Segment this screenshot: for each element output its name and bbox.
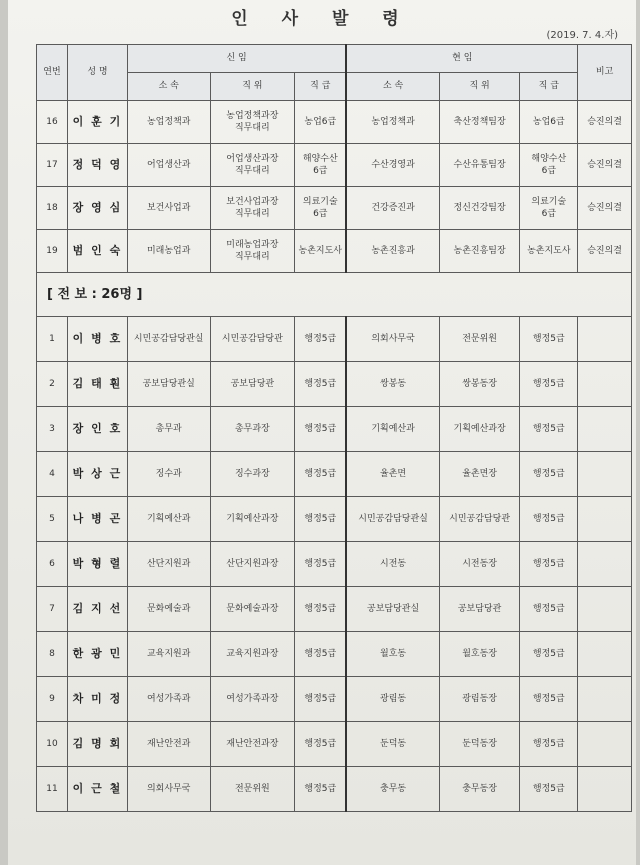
row-new-affiliation: 미래농업과 — [127, 230, 210, 273]
row-new-position: 기획예산과장 — [210, 497, 295, 542]
row-name: 한 광 민 — [67, 632, 127, 677]
row-cur-position: 농촌진흥팀장 — [439, 230, 520, 273]
row-name: 이 근 철 — [67, 767, 127, 812]
row-new-affiliation: 보건사업과 — [127, 187, 210, 230]
row-new-position: 총무과장 — [210, 407, 295, 452]
row-new-grade: 행정5급 — [295, 317, 347, 362]
row-name: 범 인 숙 — [67, 230, 127, 273]
row-cur-affiliation: 의회사무국 — [346, 317, 439, 362]
row-new-affiliation: 기획예산과 — [127, 497, 210, 542]
row-new-affiliation: 징수과 — [127, 452, 210, 497]
table-row — [37, 452, 632, 497]
header-cur-affiliation: 소 속 — [346, 73, 439, 101]
row-new-position: 전문위원 — [210, 767, 295, 812]
row-seq: 11 — [37, 767, 68, 812]
row-new-grade: 행정5급 — [295, 407, 347, 452]
row-cur-affiliation: 시전동 — [346, 542, 439, 587]
row-name: 김 태 훤 — [67, 362, 127, 407]
row-remark — [578, 632, 632, 677]
row-cur-position: 광림동장 — [439, 677, 520, 722]
row-new-position: 문화예술과장 — [210, 587, 295, 632]
row-cur-affiliation: 쌍봉동 — [346, 362, 439, 407]
row-name: 이 병 호 — [67, 317, 127, 362]
table-row — [37, 317, 632, 362]
row-new-affiliation: 시민공감담당관실 — [127, 317, 210, 362]
row-cur-grade: 행정5급 — [520, 362, 578, 407]
row-cur-affiliation: 둔덕동 — [346, 722, 439, 767]
row-seq: 7 — [37, 587, 68, 632]
row-seq: 18 — [37, 187, 68, 230]
row-cur-grade: 농촌지도사 — [520, 230, 578, 273]
row-name: 차 미 정 — [67, 677, 127, 722]
row-new-grade: 행정5급 — [295, 767, 347, 812]
row-new-position: 시민공감담당관 — [210, 317, 295, 362]
row-name: 김 명 회 — [67, 722, 127, 767]
row-remark — [578, 362, 632, 407]
row-cur-position: 전문위원 — [439, 317, 520, 362]
row-seq: 19 — [37, 230, 68, 273]
row-cur-grade: 행정5급 — [520, 677, 578, 722]
row-cur-position: 수산유통팀장 — [439, 144, 520, 187]
row-new-grade: 행정5급 — [295, 452, 347, 497]
row-new-position: 산단지원과장 — [210, 542, 295, 587]
row-cur-position: 충무동장 — [439, 767, 520, 812]
row-new-grade: 행정5급 — [295, 587, 347, 632]
row-name: 장 영 심 — [67, 187, 127, 230]
row-name: 이 훈 기 — [67, 101, 127, 144]
row-new-position: 여성가족과장 — [210, 677, 295, 722]
row-new-grade: 행정5급 — [295, 497, 347, 542]
table-row — [37, 587, 632, 632]
row-new-position: 어업생산과장 직무대리 — [210, 144, 295, 187]
table-row — [37, 230, 632, 273]
header-remarks: 비고 — [578, 45, 632, 101]
row-remark: 승진의결 — [578, 187, 632, 230]
row-new-grade: 행정5급 — [295, 362, 347, 407]
row-name: 김 지 선 — [67, 587, 127, 632]
row-cur-position: 율촌면장 — [439, 452, 520, 497]
row-cur-affiliation: 농업정책과 — [346, 101, 439, 144]
row-new-position: 징수과장 — [210, 452, 295, 497]
row-new-grade: 행정5급 — [295, 632, 347, 677]
row-new-affiliation: 의회사무국 — [127, 767, 210, 812]
row-cur-grade: 행정5급 — [520, 767, 578, 812]
row-name: 장 인 호 — [67, 407, 127, 452]
row-new-position: 미래농업과장 직무대리 — [210, 230, 295, 273]
row-new-affiliation: 총무과 — [127, 407, 210, 452]
row-new-affiliation: 산단지원과 — [127, 542, 210, 587]
row-remark: 승진의결 — [578, 230, 632, 273]
table-row — [37, 144, 632, 187]
row-cur-affiliation: 기획예산과 — [346, 407, 439, 452]
row-seq: 8 — [37, 632, 68, 677]
row-cur-affiliation: 건강증진과 — [346, 187, 439, 230]
row-cur-grade: 의료기술 6급 — [520, 187, 578, 230]
header-new-group: 신 임 — [127, 45, 346, 73]
header-current-group: 현 임 — [346, 45, 577, 73]
row-cur-grade: 행정5급 — [520, 317, 578, 362]
row-cur-position: 시전동장 — [439, 542, 520, 587]
document-page — [8, 0, 636, 865]
row-cur-grade: 행정5급 — [520, 452, 578, 497]
row-new-grade: 농촌지도사 — [295, 230, 347, 273]
row-new-position: 공보담당관 — [210, 362, 295, 407]
row-remark — [578, 722, 632, 767]
row-remark — [578, 587, 632, 632]
row-cur-affiliation: 시민공감담당관실 — [346, 497, 439, 542]
row-cur-grade: 행정5급 — [520, 587, 578, 632]
header-new-position: 직 위 — [210, 73, 295, 101]
row-new-position: 재난안전과장 — [210, 722, 295, 767]
row-new-affiliation: 재난안전과 — [127, 722, 210, 767]
row-seq: 4 — [37, 452, 68, 497]
row-cur-position: 축산정책팀장 — [439, 101, 520, 144]
row-name: 나 병 곤 — [67, 497, 127, 542]
row-new-affiliation: 교육지원과 — [127, 632, 210, 677]
row-remark — [578, 767, 632, 812]
header-new-grade: 직 급 — [295, 73, 347, 101]
row-name: 정 덕 영 — [67, 144, 127, 187]
row-remark: 승진의결 — [578, 144, 632, 187]
row-remark — [578, 497, 632, 542]
row-seq: 2 — [37, 362, 68, 407]
row-seq: 9 — [37, 677, 68, 722]
row-seq: 16 — [37, 101, 68, 144]
row-new-position: 교육지원과장 — [210, 632, 295, 677]
row-cur-position: 정신건강팀장 — [439, 187, 520, 230]
row-name: 박 상 근 — [67, 452, 127, 497]
row-remark: 승진의결 — [578, 101, 632, 144]
row-remark — [578, 407, 632, 452]
table-row — [37, 722, 632, 767]
row-remark — [578, 677, 632, 722]
row-cur-affiliation: 농촌진흥과 — [346, 230, 439, 273]
row-new-affiliation: 공보담당관실 — [127, 362, 210, 407]
header-cur-grade: 직 급 — [520, 73, 578, 101]
table-row — [37, 677, 632, 722]
row-seq: 3 — [37, 407, 68, 452]
row-seq: 17 — [37, 144, 68, 187]
row-new-grade: 행정5급 — [295, 722, 347, 767]
row-remark — [578, 452, 632, 497]
row-new-position: 농업정책과장 직무대리 — [210, 101, 295, 144]
row-new-grade: 행정5급 — [295, 677, 347, 722]
table-row — [37, 362, 632, 407]
row-seq: 1 — [37, 317, 68, 362]
row-cur-position: 쌍봉동장 — [439, 362, 520, 407]
row-new-grade: 의료기술 6급 — [295, 187, 347, 230]
row-cur-position: 공보담당관 — [439, 587, 520, 632]
table-row — [37, 497, 632, 542]
row-cur-affiliation: 광림동 — [346, 677, 439, 722]
row-cur-grade: 행정5급 — [520, 497, 578, 542]
row-seq: 5 — [37, 497, 68, 542]
row-cur-affiliation: 공보담당관실 — [346, 587, 439, 632]
row-cur-grade: 행정5급 — [520, 407, 578, 452]
table-row — [37, 101, 632, 144]
row-cur-grade: 농업6급 — [520, 101, 578, 144]
row-seq: 10 — [37, 722, 68, 767]
header-cur-position: 직 위 — [439, 73, 520, 101]
row-cur-grade: 행정5급 — [520, 632, 578, 677]
header-new-affiliation: 소 속 — [127, 73, 210, 101]
row-cur-affiliation: 충무동 — [346, 767, 439, 812]
row-new-grade: 해양수산 6급 — [295, 144, 347, 187]
row-cur-affiliation: 수산경영과 — [346, 144, 439, 187]
row-cur-affiliation: 월호동 — [346, 632, 439, 677]
table-row — [37, 632, 632, 677]
row-remark — [578, 542, 632, 587]
table-row — [37, 767, 632, 812]
row-cur-affiliation: 율촌면 — [346, 452, 439, 497]
table-row — [37, 407, 632, 452]
table-row — [37, 542, 632, 587]
row-cur-position: 월호동장 — [439, 632, 520, 677]
row-new-affiliation: 어업생산과 — [127, 144, 210, 187]
personnel-table — [36, 44, 632, 812]
row-name: 박 형 렬 — [67, 542, 127, 587]
header-name: 성 명 — [67, 45, 127, 101]
row-new-grade: 행정5급 — [295, 542, 347, 587]
row-cur-position: 시민공감담당관 — [439, 497, 520, 542]
row-cur-position: 기획예산과장 — [439, 407, 520, 452]
row-seq: 6 — [37, 542, 68, 587]
row-remark — [578, 317, 632, 362]
row-new-affiliation: 농업정책과 — [127, 101, 210, 144]
table-row — [37, 187, 632, 230]
row-cur-position: 둔덕동장 — [439, 722, 520, 767]
document-date: (2019. 7. 4.자) — [546, 30, 618, 41]
row-cur-grade: 행정5급 — [520, 722, 578, 767]
header-seq: 연번 — [37, 45, 68, 101]
row-new-affiliation: 문화예술과 — [127, 587, 210, 632]
row-cur-grade: 행정5급 — [520, 542, 578, 587]
row-cur-grade: 해양수산 6급 — [520, 144, 578, 187]
document-title: 인 사 발 령 — [231, 9, 413, 29]
row-new-affiliation: 여성가족과 — [127, 677, 210, 722]
row-new-position: 보건사업과장 직무대리 — [210, 187, 295, 230]
section-label: [ 전 보 : 26명 ] — [37, 273, 632, 317]
row-new-grade: 농업6급 — [295, 101, 347, 144]
